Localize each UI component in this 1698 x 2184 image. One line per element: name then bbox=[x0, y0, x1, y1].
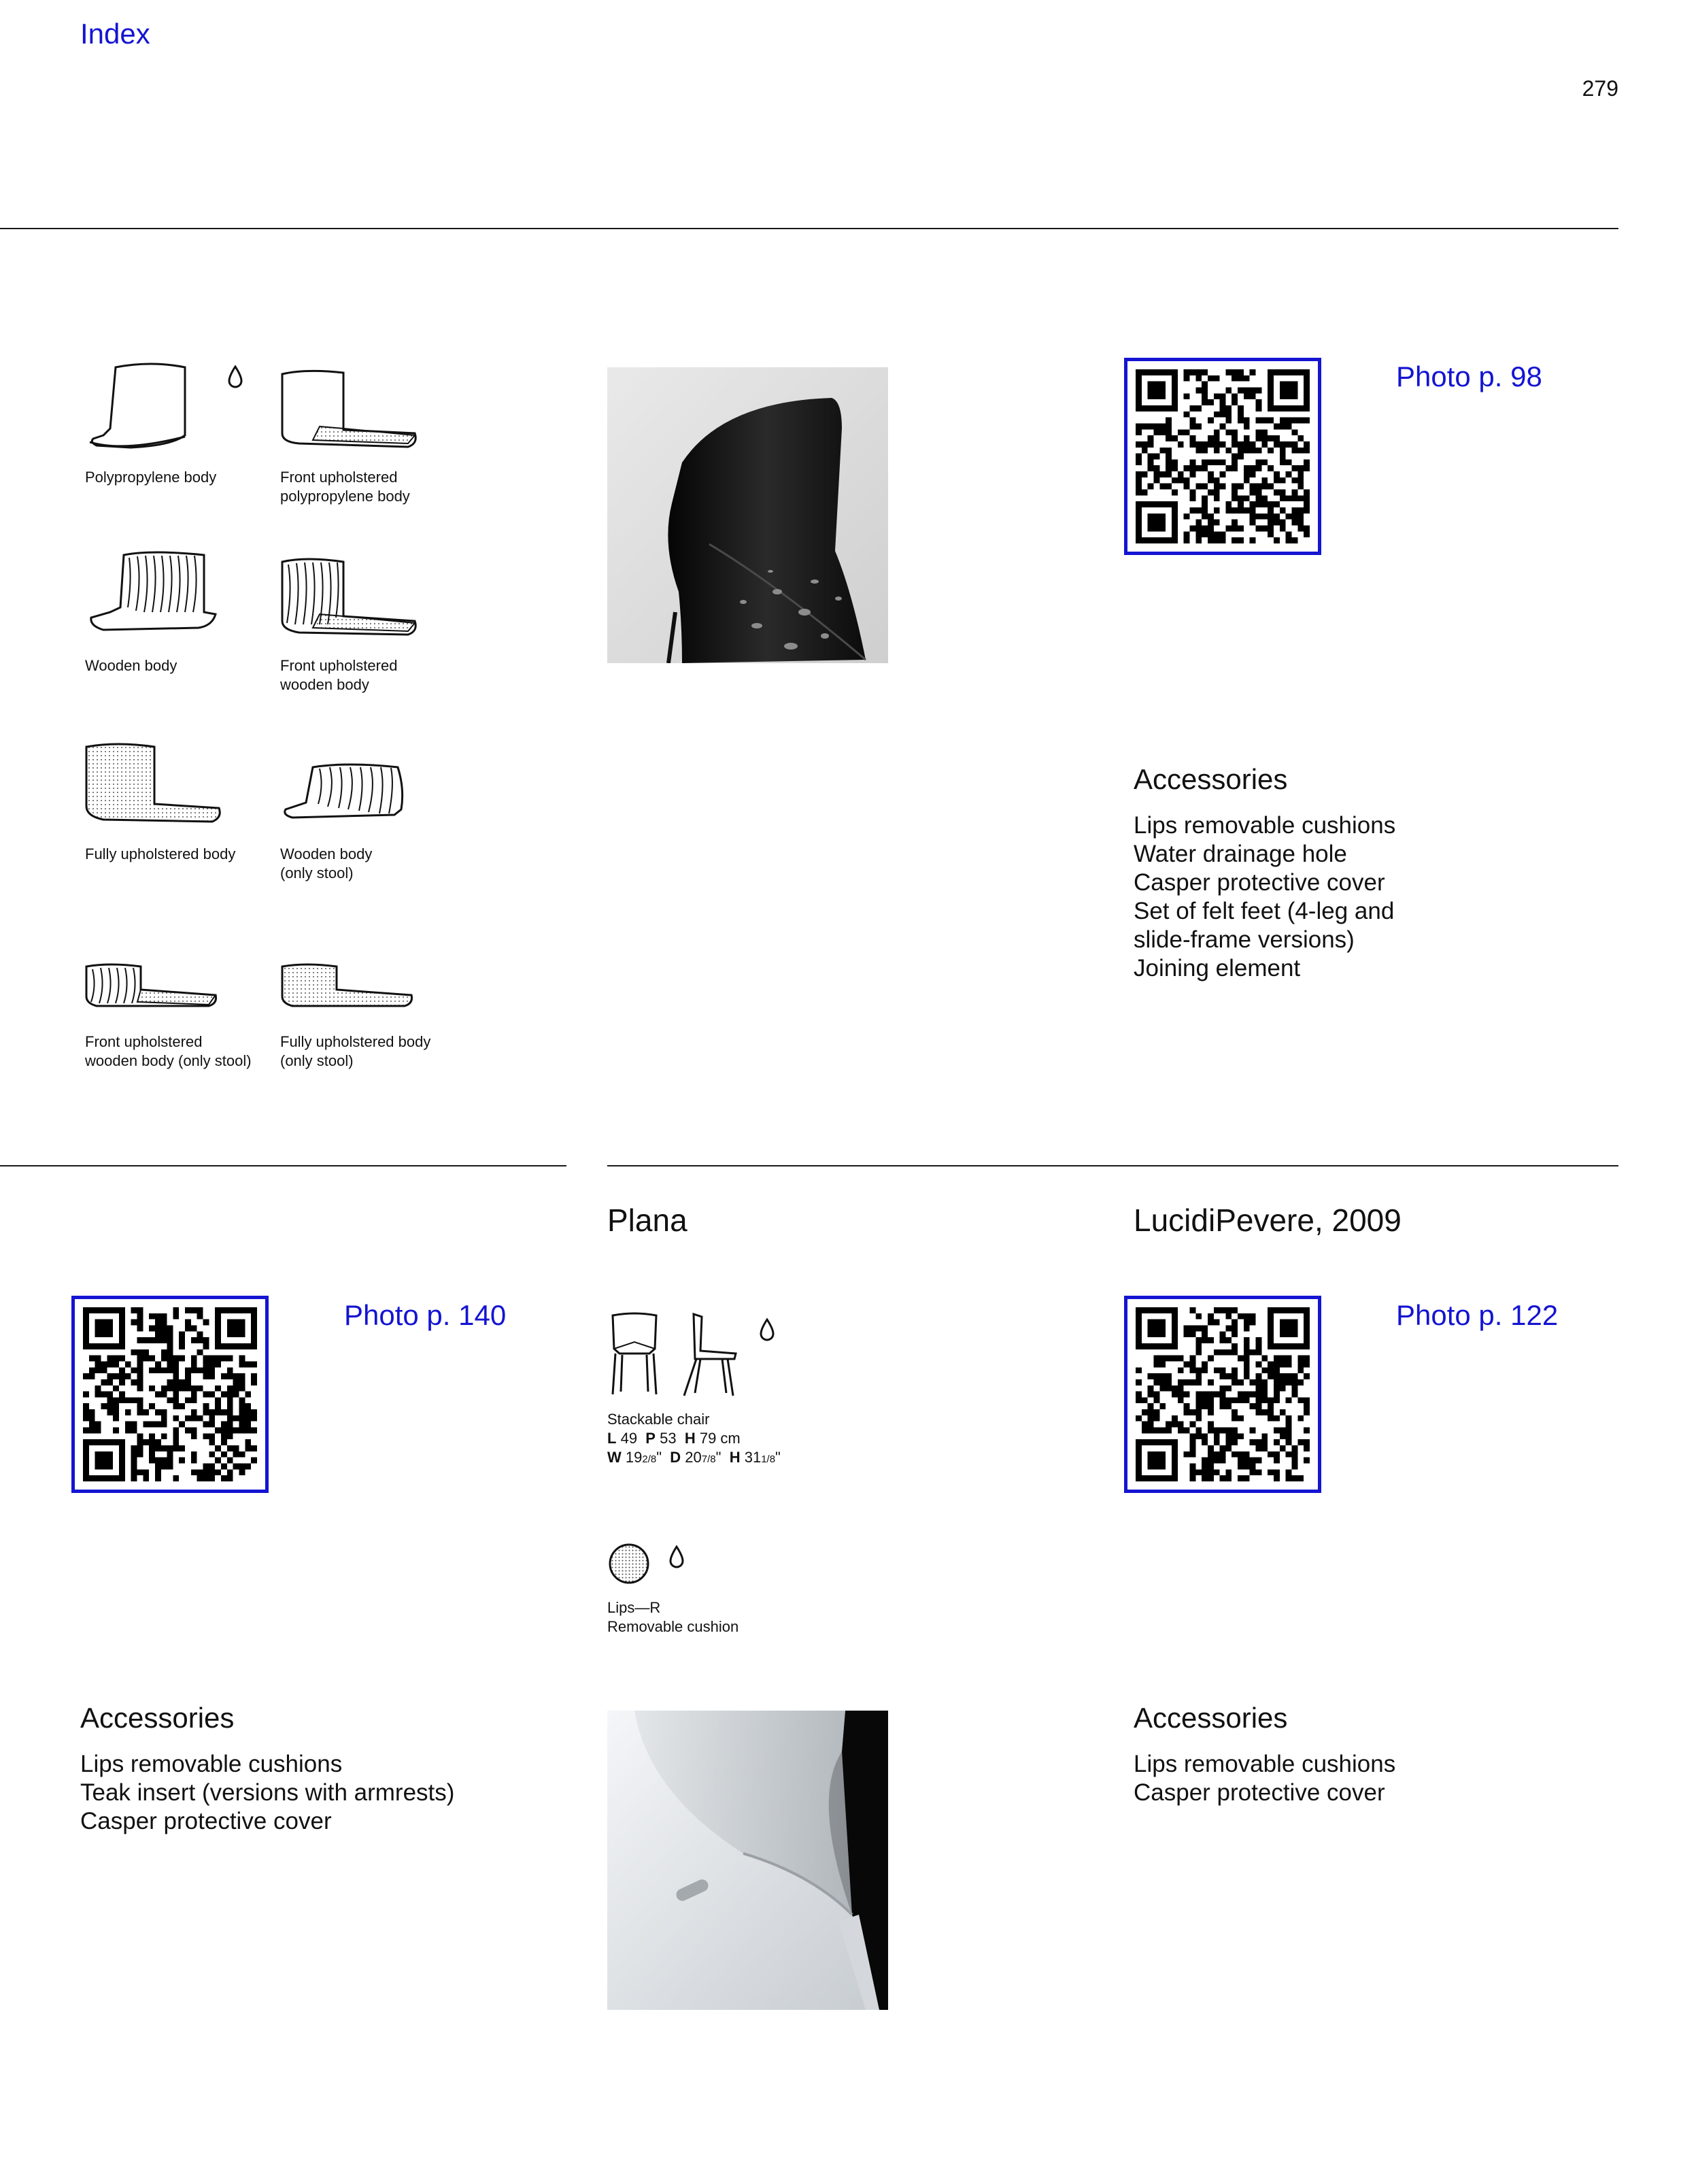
fully-upholstered-body-stool-icon bbox=[279, 962, 415, 1017]
stackable-chair-front-icon bbox=[607, 1311, 662, 1400]
wooden-body-stool-icon bbox=[279, 762, 408, 830]
cushion-icon bbox=[607, 1542, 651, 1585]
polypropylene-body-icon bbox=[83, 360, 212, 463]
water-drop-icon bbox=[668, 1545, 685, 1568]
body-variant-label: Fully upholstered body (only stool) bbox=[280, 1033, 431, 1069]
accessory-item: Casper protective cover bbox=[1134, 1779, 1385, 1806]
qr-code-icon bbox=[1136, 369, 1310, 543]
photo-link[interactable]: Photo p. 140 bbox=[344, 1299, 507, 1331]
accessories-list bbox=[1134, 1750, 1395, 1807]
photo-link[interactable]: Photo p. 98 bbox=[1396, 360, 1542, 392]
fully-upholstered-body-icon bbox=[83, 741, 226, 830]
accessory-item: Water drainage hole bbox=[1134, 841, 1347, 867]
chair-type: Stackable chair bbox=[607, 1411, 710, 1428]
body-variant-label: Polypropylene body bbox=[85, 469, 217, 486]
accessory-item: Lips removable cushions bbox=[1134, 1751, 1396, 1777]
black-chair-photo bbox=[607, 367, 888, 663]
qr-code-icon bbox=[83, 1307, 257, 1481]
water-drop-icon bbox=[226, 365, 244, 388]
body-variant-label: Fully upholstered body bbox=[85, 845, 236, 862]
accessory-item: Teak insert (versions with armrests) bbox=[80, 1779, 455, 1806]
qr-code-photo-98[interactable] bbox=[1124, 358, 1321, 555]
product-title: Plana bbox=[607, 1203, 687, 1238]
front-upholstered-wooden-body-icon bbox=[279, 556, 422, 645]
dim-w-frac: 2/8 bbox=[642, 1454, 657, 1465]
white-chair-photo bbox=[607, 1711, 888, 2010]
accessories-heading: Accessories bbox=[1134, 763, 1288, 795]
dim-p: 53 bbox=[660, 1430, 677, 1447]
inch-mark: " bbox=[775, 1449, 781, 1466]
cushion-description: Removable cushion bbox=[607, 1618, 739, 1635]
dimensions-imperial: W 192/8" D 207/8" H 311/8" bbox=[607, 1449, 781, 1466]
designer-credit: LucidiPevere, 2009 bbox=[1134, 1203, 1402, 1238]
front-upholstered-polypropylene-body-icon bbox=[279, 369, 422, 457]
body-variant-label: Front upholstered wooden body (only stool) bbox=[85, 1033, 252, 1069]
body-variant-label: Wooden body bbox=[85, 657, 177, 674]
photo-link[interactable]: Photo p. 122 bbox=[1396, 1299, 1559, 1331]
top-divider bbox=[0, 228, 1618, 229]
qr-code-photo-140[interactable] bbox=[71, 1296, 269, 1493]
qr-code-photo-122[interactable] bbox=[1124, 1296, 1321, 1493]
accessory-item: Set of felt feet (4-leg and bbox=[1134, 898, 1395, 924]
dim-d-frac: 7/8 bbox=[701, 1454, 716, 1465]
accessory-item: Casper protective cover bbox=[1134, 869, 1385, 896]
wooden-body-icon bbox=[83, 550, 219, 638]
accessories-heading: Accessories bbox=[1134, 1702, 1288, 1734]
accessory-item: Casper protective cover bbox=[80, 1808, 332, 1834]
dim-w-in: 19 bbox=[625, 1449, 643, 1466]
bottom-left-divider bbox=[0, 1165, 566, 1166]
bottom-right-divider bbox=[607, 1165, 1618, 1166]
dim-h-frac: 1/8 bbox=[761, 1454, 776, 1465]
accessory-item: slide-frame versions) bbox=[1134, 926, 1355, 953]
body-variant-label: Wooden body (only stool) bbox=[280, 845, 373, 881]
accessories-heading: Accessories bbox=[80, 1702, 235, 1734]
stackable-chair-side-icon bbox=[680, 1311, 741, 1400]
accessory-item: Joining element bbox=[1134, 955, 1301, 981]
body-variant-label: Front upholstered polypropylene body bbox=[280, 469, 410, 505]
dim-d-in: 20 bbox=[685, 1449, 702, 1466]
qr-code-icon bbox=[1136, 1307, 1310, 1481]
dimensions-metric: L 49 P 53 H 79 cm bbox=[607, 1430, 741, 1447]
water-drop-icon bbox=[758, 1318, 776, 1341]
cushion-name: Lips—R bbox=[607, 1599, 661, 1616]
index-link[interactable]: Index bbox=[80, 18, 150, 50]
accessories-list bbox=[80, 1750, 454, 1836]
dim-l: 49 bbox=[620, 1430, 638, 1447]
dim-h: 79 cm bbox=[699, 1430, 741, 1447]
front-upholstered-wooden-body-stool-icon bbox=[83, 962, 219, 1017]
accessories-list bbox=[1134, 811, 1395, 983]
inch-mark: " bbox=[656, 1449, 662, 1466]
accessory-item: Lips removable cushions bbox=[80, 1751, 343, 1777]
accessory-item: Lips removable cushions bbox=[1134, 812, 1396, 839]
page-number: 279 bbox=[1582, 76, 1618, 101]
inch-mark: " bbox=[715, 1449, 721, 1466]
body-variant-label: Front upholstered wooden body bbox=[280, 657, 398, 693]
dim-h-in: 31 bbox=[744, 1449, 762, 1466]
